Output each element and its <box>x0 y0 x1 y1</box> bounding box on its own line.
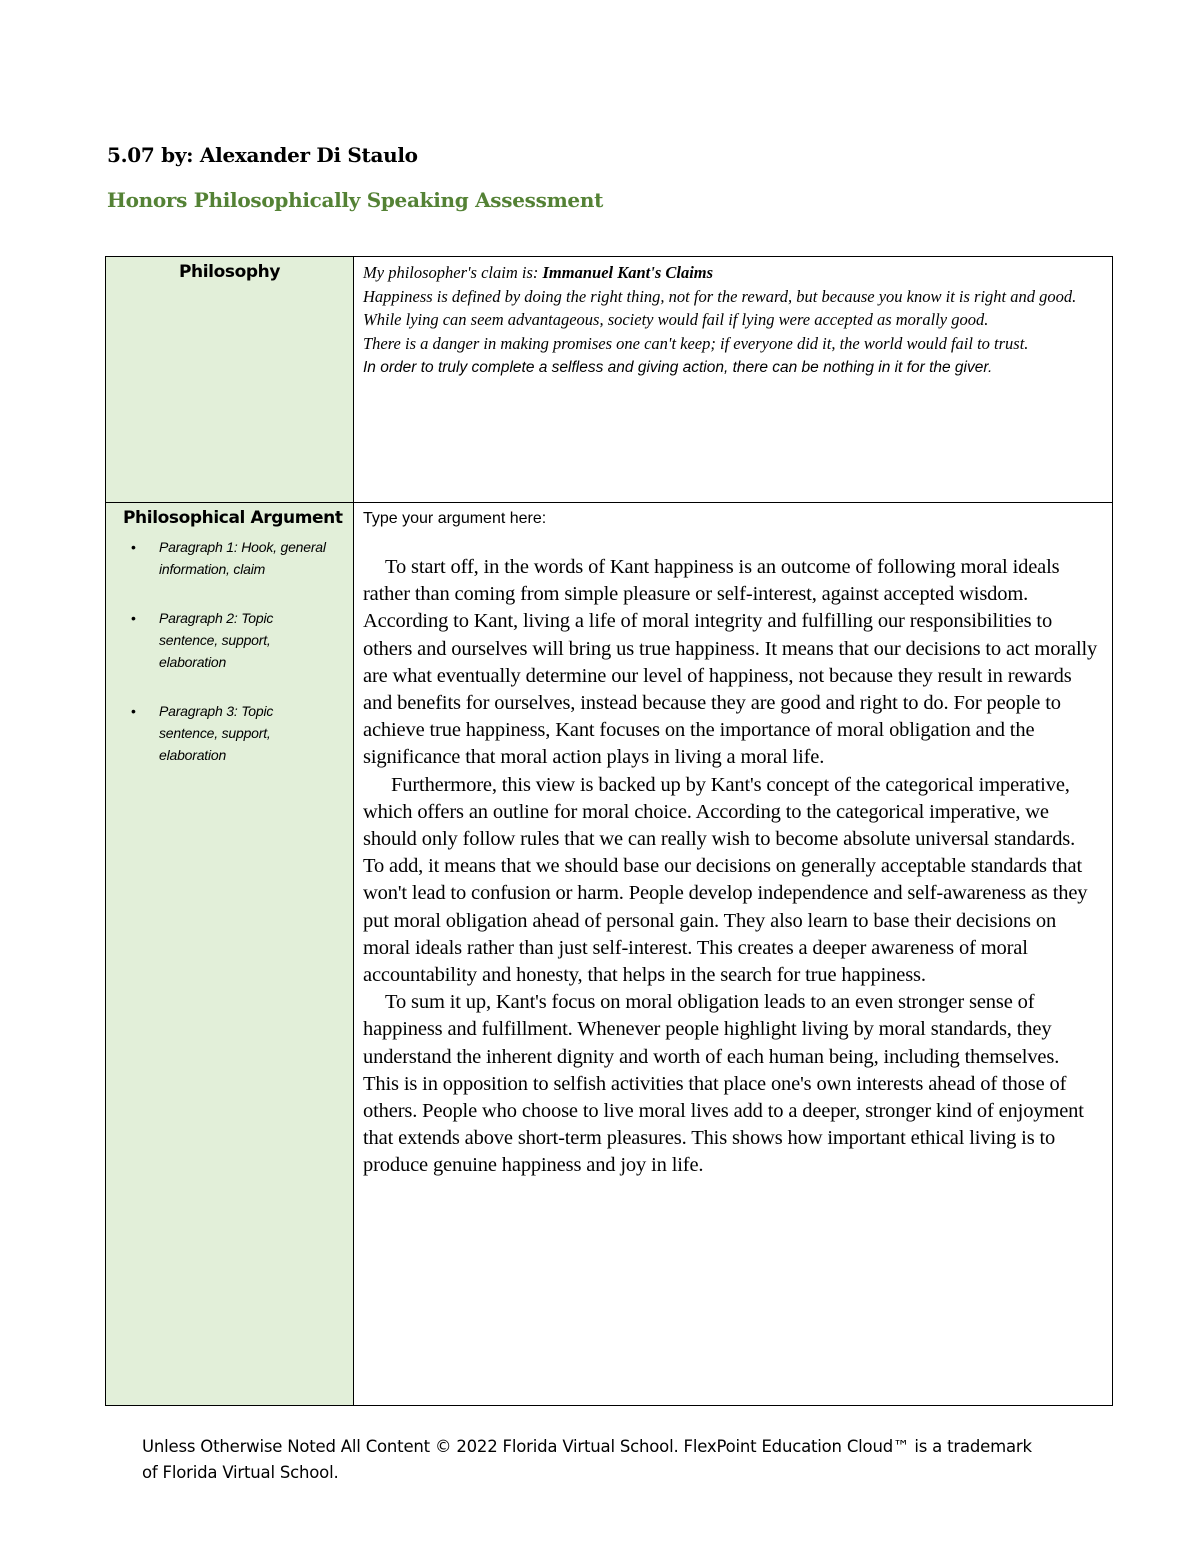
bullet-icon: • <box>131 539 136 555</box>
claim-prefix: My philosopher's claim is: <box>363 263 543 282</box>
claim-intro <box>363 261 1096 285</box>
philosopher-name: Immanuel Kant's Claims <box>542 263 714 282</box>
argument-label: Philosophical Argument <box>123 508 343 528</box>
argument-text-cell[interactable] <box>354 503 1113 1406</box>
essay-paragraph: To start off, in the words of Kant happiness is an outcome of following moral ideals rather than coming from simple pleasure or self-interest, against accepted wisdom. According to Kant, living a life of moral integrity and fulfilling our responsibilities to others and ourselves will bring us true happiness. It means that our decisions to act morally are what eventually determine our level of happiness, not because they result in rewards and benefits for ourselves, instead because they are good and right to do. For people to achieve true happiness, Kant focuses on the importance of moral obligation and the significance that moral action plays in living a moral life. <box>363 556 1098 769</box>
essay-paragraph: To sum it up, Kant's focus on moral obligation leads to an even stronger sense of happiness and fulfillment. Whenever people highlight living by moral standards, they understand the inherent dignity and worth of each human being, including themselves. This is in opposition to selfish activities that place one's own interests ahead of those of others. People who choose to live moral lives add to a deeper, stronger kind of enjoyment that extends above short-term pleasures. This shows how important ethical living is to produce genuine happiness and joy in life. <box>363 991 1084 1177</box>
claim-item: While lying can seem advantageous, society would fail if lying were accepted as morally good. <box>363 310 989 329</box>
philosophy-label: Philosophy <box>178 262 281 282</box>
argument-row <box>106 503 1113 1406</box>
argument-essay[interactable] <box>363 554 1098 1180</box>
assessment-title: Honors Philosophically Speaking Assessment <box>107 188 604 212</box>
guide-item <box>123 536 329 580</box>
essay-paragraph: Furthermore, this view is backed up by Kant's concept of the categorical imperative, which offers an outline for moral choice. According to the categorical imperative, we should only follow rules that we can really wish to become absolute universal standards. To add, it means that we should base our decisions on generally acceptable standards that won't lead to confusion or harm. People develop independence and self-awareness as they put moral obligation ahead of personal gain. They also learn to base their decisions on moral ideals rather than just self-interest. This creates a deeper awareness of moral accountability and honesty, that helps in the search for true happiness. <box>363 773 1088 987</box>
argument-prompt: Type your argument here: <box>363 510 547 527</box>
guide-item-text: Paragraph 2: Topic sentence, support, elaboration <box>159 610 274 670</box>
copyright-footer: Unless Otherwise Noted All Content © 2022 Florida Virtual School. FlexPoint Education Cloud™ is a trademark of Florida Virtual School. <box>142 1437 1032 1482</box>
guide-item-text: Paragraph 3: Topic sentence, support, elaboration <box>159 703 274 763</box>
claims-block <box>354 257 1112 381</box>
bullet-icon: • <box>131 703 136 719</box>
guide-item <box>123 700 329 766</box>
philosophy-row <box>106 257 1113 503</box>
claim-item: In order to truly complete a selfless and giving action, there can be nothing in it for the giver. <box>363 359 993 376</box>
bullet-icon: • <box>131 610 136 626</box>
philosophy-claims-cell[interactable] <box>354 257 1113 503</box>
paragraph-guide-list <box>123 536 353 766</box>
guide-item-text: Paragraph 1: Hook, general information, claim <box>159 539 326 577</box>
claim-item: There is a danger in making promises one can't keep; if everyone did it, the world would fail to trust. <box>363 333 1029 353</box>
claim-item: Happiness is defined by doing the right thing, not for the reward, but because you know it is right and good. <box>363 286 1077 306</box>
document-author-heading: 5.07 by: Alexander Di Staulo <box>107 143 418 167</box>
argument-label-cell <box>106 503 354 1406</box>
philosophy-label-cell <box>106 257 354 503</box>
assessment-table <box>105 256 1113 1406</box>
guide-item <box>123 607 329 673</box>
